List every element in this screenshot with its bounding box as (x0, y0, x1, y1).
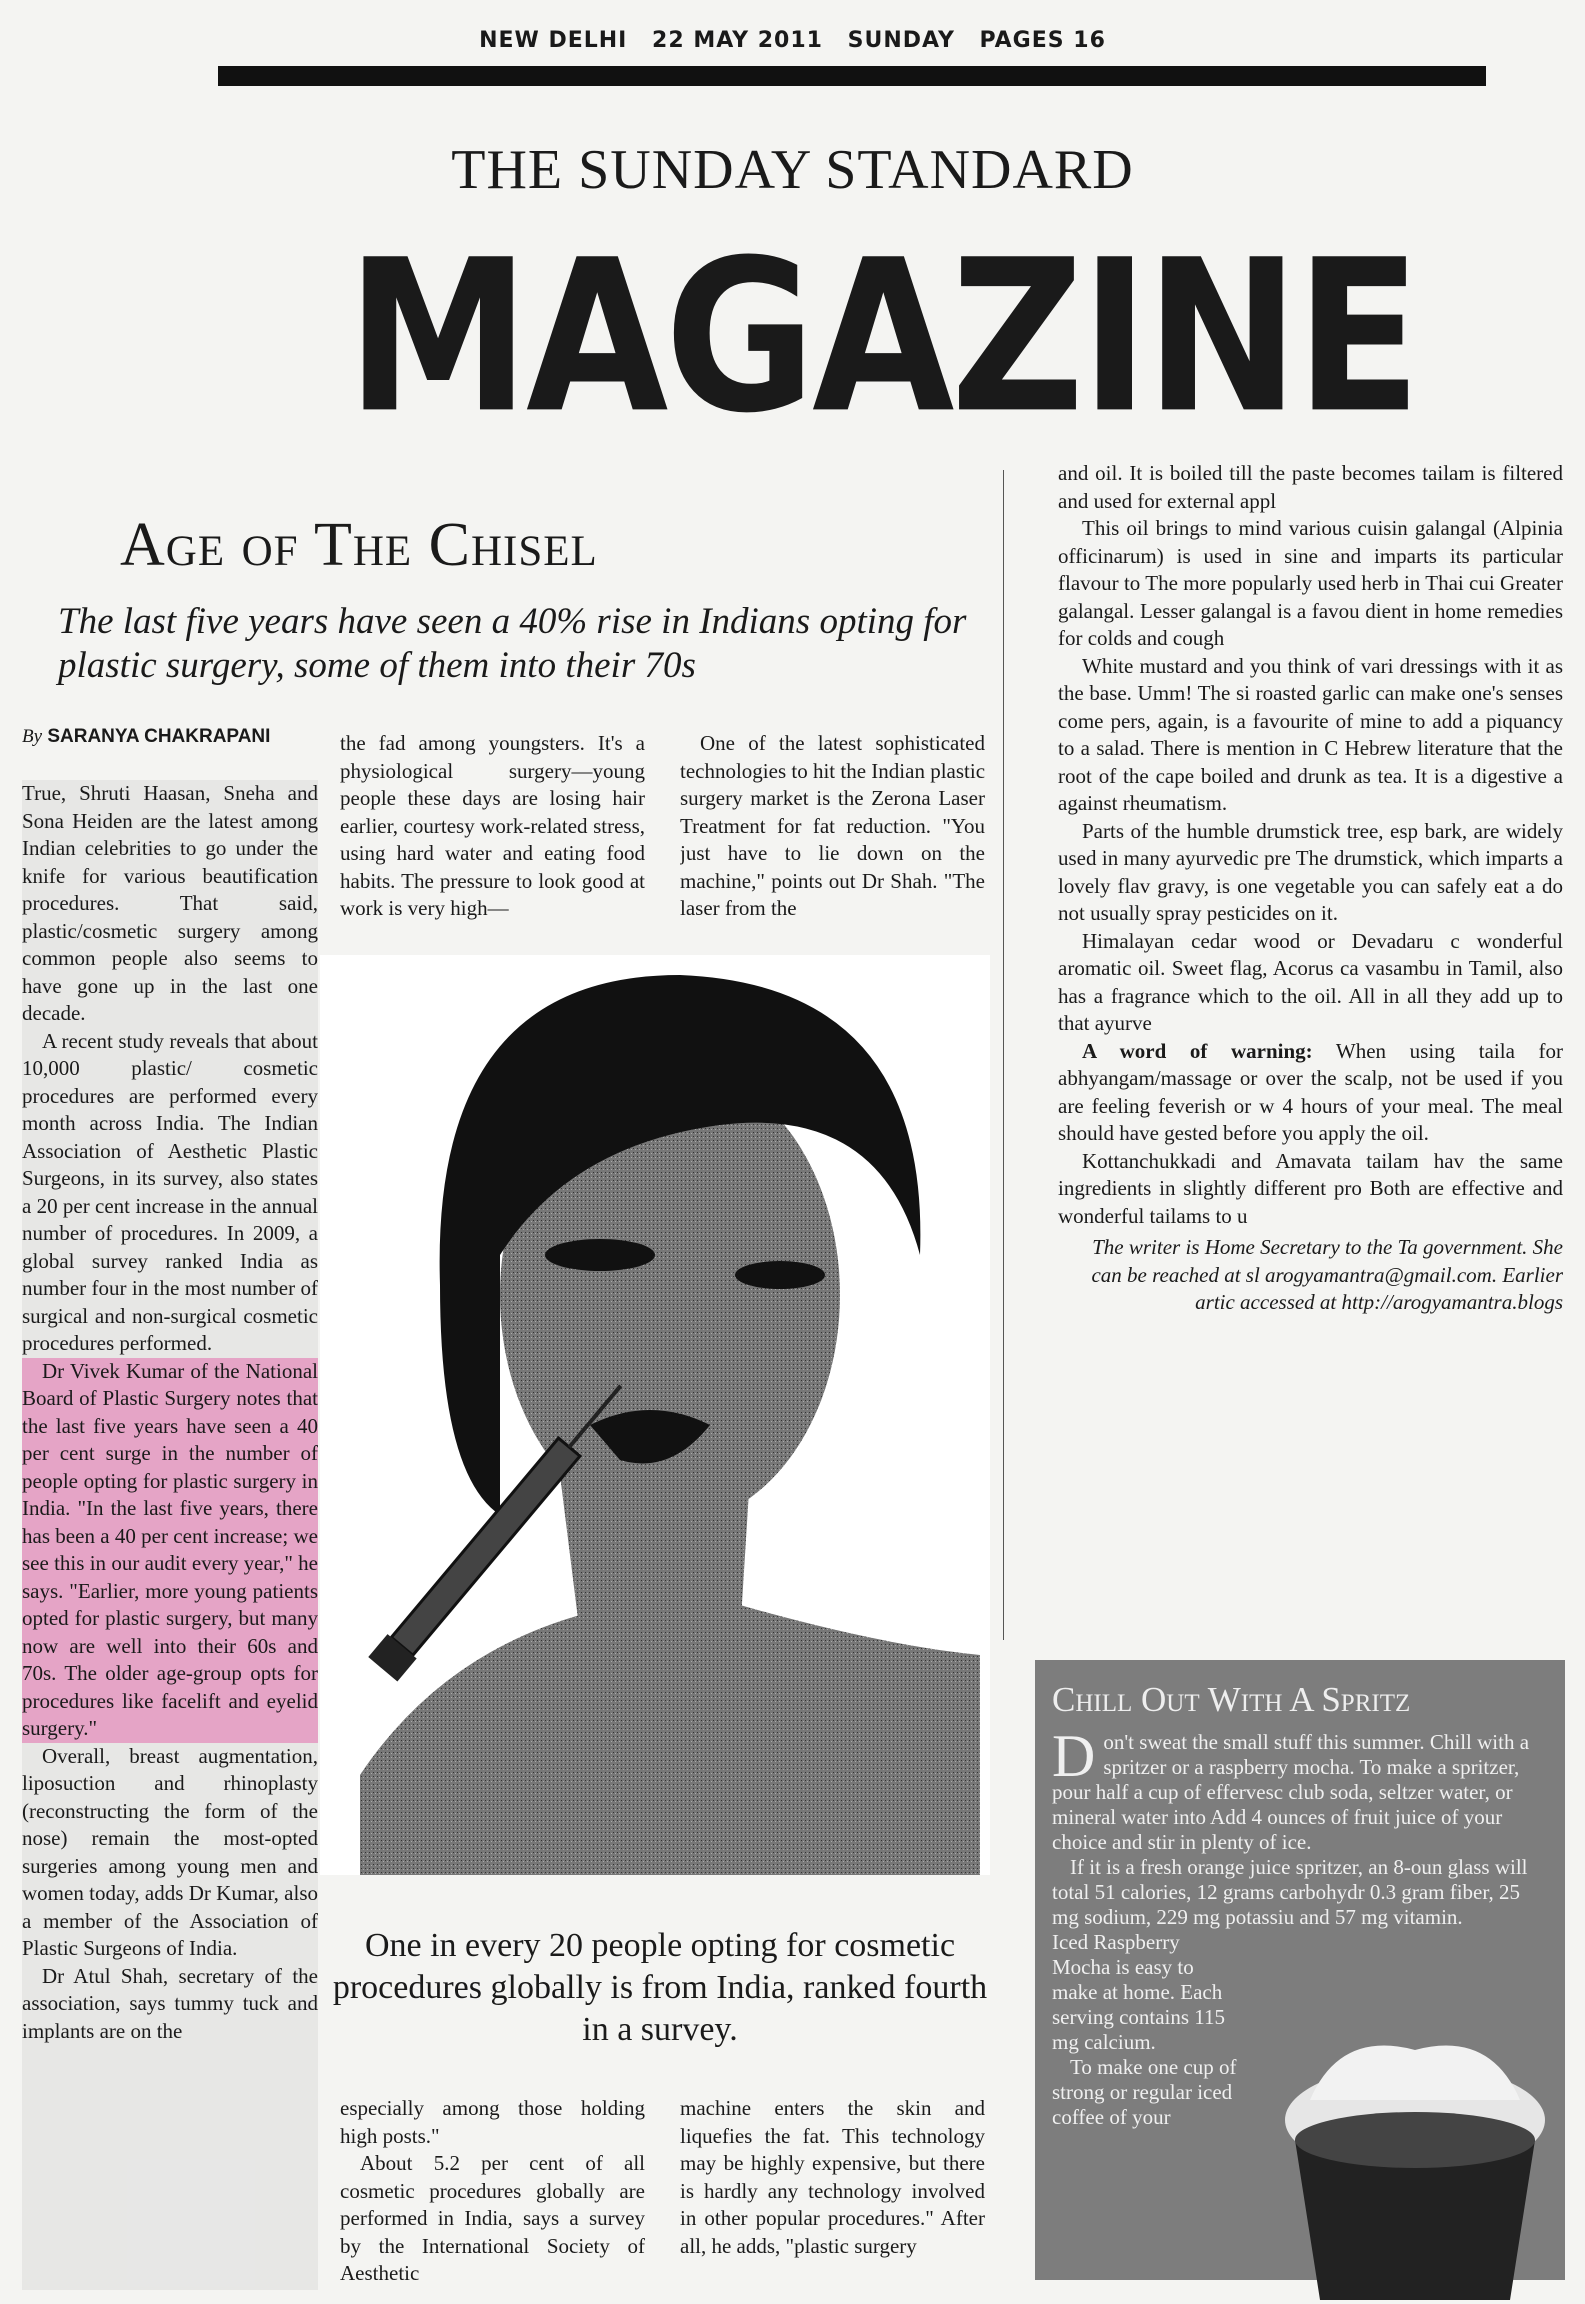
article-byline (22, 726, 342, 748)
right-para-1: and oil. It is boiled till the paste becomes tailam is filtered and used for external appl (1058, 461, 1563, 513)
masthead-rule (218, 66, 1486, 86)
article-column-2-bottom (340, 2095, 645, 2290)
masthead-day: SUNDAY (847, 28, 955, 53)
col1-para-2: A recent study reveals that about 10,000 plastic/ cosmetic procedures are performed every month across India. The Indian Association of Aesthetic Plastic Surgeons, in its survey, also states a 20 per cent increase in the annual number of procedures. In 2009, a global survey ranked India as number four in the most number of surgical and non-surgical cosmetic procedures performed. (22, 1028, 318, 1355)
masthead-date: 22 MAY 2011 (652, 28, 823, 53)
right-warning-para (1058, 1038, 1563, 1148)
col1-para-1: True, Shruti Haasan, Sneha and Sona Heiden are the latest among Indian celebrities to go under the knife for various beautification procedures. That said, plastic/cosmetic surgery among common people also seems to have gone up in the last one decade. (22, 781, 318, 1025)
sidebar-para-1 (1052, 1730, 1552, 1855)
article-headline: Age of The Chisel (120, 511, 598, 579)
right-column-article (1058, 460, 1563, 1645)
masthead-city: NEW DELHI (479, 28, 628, 53)
col2-bottom-para-2: About 5.2 per cent of all cosmetic procedures globally are performed in India, says a survey by the International Society of Aesthetic (340, 2151, 645, 2285)
col1-para-3: Dr Vivek Kumar of the National Board of Plastic Surgery notes that the last five years have seen a 40 per cent surge in the number of people opting for plastic surgery in India. "In the last five years, there has been a 40 per cent increase; we see this in our audit every year," he says. "Earlier, more young patients opted for plastic surgery, but many now are well into their 60s and 70s. The older age-group opts for procedures like facelift and eyelid surgery." (22, 1358, 318, 1743)
sidebar-para-3: Iced Raspberry Mocha is easy to make at home. Each serving contains 115 mg calcium. (1052, 1930, 1226, 2054)
photo-caption: One in every 20 people opting for cosmetic procedures globally is from India, ranked fourth in a survey. (332, 1927, 988, 2048)
sidebar-para-2: If it is a fresh orange juice spritzer, an 8-oun glass will total 51 calories, 12 grams carbohydr 0.3 gram fiber, 25 mg sodium, 229 mg potassiu and 57 mg vitamin. (1052, 1855, 1528, 1929)
article-column-1 (22, 780, 318, 2290)
right-closing-para: Kottanchukkadi and Amavata tailam hav the same ingredients in slightly different pro Both are effective and wonderful tailams to u (1058, 1148, 1563, 1228)
mocha-cup-icon (1250, 2010, 1580, 2300)
sidebar-box-title: Chill Out With A Spritz (1052, 1680, 1411, 1719)
right-para-5: Himalayan cedar wood or Devadaru c wonderful aromatic oil. Sweet flag, Acorus ca vasambu in Tamil, also has a fragrance which to the oil. All in all they add up to that ayurve (1058, 928, 1563, 1035)
section-title-text: MAGAZINE (346, 222, 1418, 454)
byline-author: SARANYA CHAKRAPANI (47, 726, 271, 747)
col3-top-para: One of the latest sophisticated technologies to hit the Indian plastic surgery market is the Zerona Laser Treatment for fat reduction. "You just have to lie down on the machine," points out Dr Shah. "The laser from the (680, 731, 985, 920)
right-para-4: Parts of the humble drumstick tree, esp bark, are widely used in many ayurvedic pre The drumstick, which imparts a lovely flav gravy, is one vegetable you can safely eat a do not usually spray pesticides on it. (1058, 818, 1563, 925)
article-column-2-top (340, 730, 645, 955)
mocha-cup-image (1250, 2010, 1580, 2300)
masthead (0, 28, 1585, 53)
article-photo (320, 955, 990, 1875)
article-deck: The last five years have seen a 40% rise in Indians opting for plastic surgery, some of them into their 70s (58, 601, 967, 686)
col2-top-para: the fad among youngsters. It's a physiological surgery—young people these days are losing hair earlier, courtesy work-related stress, using hard water and eating food habits. The pressure to look good at work is very high— (340, 731, 645, 920)
right-para-2: This oil brings to mind various cuisin galangal (Alpinia officinarum) is used in sine and imparts its particular flavour to The more popularly used herb in Thai cui Greater galangal. Lesser galangal is a favou dient in home remedies for colds and cough (1058, 516, 1563, 650)
article-column-3-bottom (680, 2095, 985, 2290)
writer-bio: The writer is Home Secretary to the Ta government. She can be reached at sl arogyamantra@gmail.com. Earlier artic accessed at http://arogyamantra.blogs (1091, 1235, 1563, 1314)
col3-bottom-para: machine enters the skin and liquefies the fat. This technology may be highly expensive, but there is hardly any technology involved in other popular procedures." After all, he adds, "plastic surgery (680, 2096, 985, 2258)
publication-title: THE SUNDAY STANDARD (451, 139, 1134, 201)
article-column-3-top (680, 730, 985, 955)
masthead-pages: PAGES 16 (979, 28, 1106, 53)
woman-portrait-illustration (320, 955, 990, 1875)
sidebar-text-1: on't sweat the small stuff this summer. Chill with a spritzer or a raspberry mocha. To make a spritzer, pour half a cup of effervesc club soda, seltzer water, or mineral water into Add 4 ounces of fruit juice of your choice and stir in plenty of ice. (1052, 1730, 1530, 1854)
sidebar-para-4: To make one cup of strong or regular iced coffee of your (1052, 2055, 1237, 2129)
col2-bottom-para-1: especially among those holding high posts." (340, 2096, 645, 2148)
col1-para-5: Dr Atul Shah, secretary of the association, says tummy tuck and implants are on the (22, 1963, 318, 2043)
right-para-3: White mustard and you think of vari dressings with it as the base. Umm! The si roasted garlic can make one's senses come pers, again, is a favourite of mine to add a piquancy to a salad. There is mention in C Hebrew literature that the root of the cape boiled and drunk as tea. It is a digestive a against rheumatism. (1058, 653, 1563, 815)
warning-text: When using taila for abhyangam/massage or over the scalp, not be used if you are feeling feverish or w 4 hours of your meal. The meal should have gested before you apply the oil. (1058, 1038, 1563, 1145)
sidebar-dropcap: D (1052, 1730, 1096, 1789)
col1-para-4: Overall, breast augmentation, liposuction and rhinoplasty (reconstructing the form of the nose) remain the most-opted surgeries among young men and women today, adds Dr Kumar, also a member of the Association of Plastic Surgeons of India. (22, 1743, 318, 1960)
byline-prefix: By (22, 726, 43, 747)
warning-label: A word of warning: (1082, 1038, 1313, 1063)
section-title (300, 223, 1430, 454)
